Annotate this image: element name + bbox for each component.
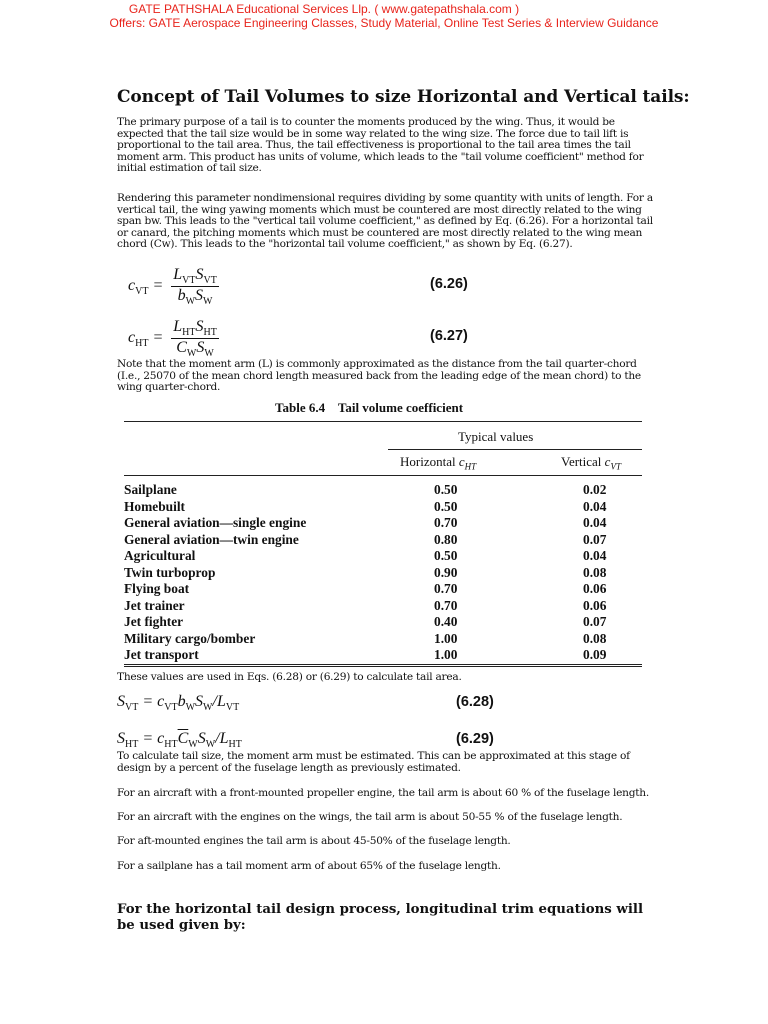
table-col-vertical: Vertical $c_{VT}$	[561, 454, 621, 472]
table-top-rule	[124, 421, 642, 422]
table-row: Sailplane 0.50 0.02	[124, 482, 607, 497]
paragraph-wing-engines: For an aircraft with the engines on the wings, the tail arm is about 50-55 % of the fuselage length.	[117, 811, 623, 823]
header-line-2: Offers: GATE Aerospace Engineering Classes, Study Material, Online Test Series & Interview Guidance	[109, 16, 659, 30]
table-row: Agricultural 0.50 0.04	[124, 548, 607, 563]
paragraph-aft-engines: For aft-mounted engines the tail arm is about 45-50% of the fuselage length.	[117, 835, 511, 847]
paragraph-sailplane: For a sailplane has a tail moment arm of about 65% of the fuselage length.	[117, 860, 501, 872]
paragraph-values-used: These values are used in Eqs. (6.28) or (6.29) to calculate tail area.	[117, 671, 462, 683]
table-row: Jet trainer 0.70 0.06	[124, 597, 607, 613]
table-header-rule	[124, 475, 642, 476]
paragraph-front-propeller: For an aircraft with a front-mounted propeller engine, the tail arm is about 60 % of the fuselage length.	[117, 787, 649, 799]
table-title: Table 6.4 Tail volume coefficient	[275, 400, 464, 415]
header-line-1: GATE PATHSHALA Educational Services Llp. ( www.gatepathshala.com )	[128, 2, 520, 16]
table-row: Flying boat 0.70 0.06	[124, 581, 607, 596]
table-row: General aviation—twin engine 0.80 0.07	[124, 531, 607, 547]
table-row: Military cargo/bomber 1.00 0.08	[124, 630, 607, 646]
paragraph-tail-purpose: The primary purpose of a tail is to counter the moments produced by the wing. Thus, it would be expected that the tail size would be in some way related to the wing size. The force due to tail lift is proportional to the tail area. Thus, the tail effectiveness is proportional to the tail area times the tail moment arm. This product has units of volume, which leads to the "tail volume coefficient" method for initial estimation of tail size.	[117, 116, 644, 175]
table-row: Homebuilt 0.50 0.04	[124, 498, 607, 514]
table-bottom-rule-double	[124, 666, 642, 667]
table-group-header: Typical values	[458, 429, 534, 444]
table-row: General aviation—single engine 0.70 0.04	[124, 515, 607, 530]
table-col-horizontal: Horizontal $c_{HT}$	[400, 454, 477, 472]
table-body	[124, 482, 642, 664]
equation-number-6-29: (6.29)	[456, 731, 494, 747]
paragraph-moment-arm-estimate: To calculate tail size, the moment arm must be estimated. This can be approximated at this stage of design by a percent of the fuselage length as previously estimated.	[117, 750, 630, 774]
paragraph-moment-arm: Note that the moment arm (L) is commonly approximated as the distance from the tail quarter-chord (I.e., 25070 of the mean chord length measured back from the leading edge of the mean chord) to the wing quarter-chord.	[117, 358, 641, 394]
table-row: Jet fighter 0.40 0.07	[124, 614, 607, 629]
equation-vertical-tail-volume: $c_{VT}$ = $\frac{L_{VT}S_{VT}}{b_WS_W}$	[128, 266, 217, 308]
paragraph-nondimensional: Rendering this parameter nondimensional requires dividing by some quantity with units of length. For a vertical tail, the wing yawing moments which must be countered are most directly related to the wing span bw. This leads to the "vertical tail volume coefficient," as defined by Eq. (6.26). For a horizontal tail or canard, the pitching moments which must be countered are most directly related to the wing mean chord (Cw). This leads to the "horizontal tail volume coefficient," as shown by Eq. (6.27).	[117, 192, 653, 251]
table-row: Jet transport 1.00 0.09	[124, 647, 607, 662]
equation-number-6-26: (6.26)	[430, 276, 468, 292]
equation-vertical-tail-area: $S_{VT} = c_{VT}b_WS_W/L_{VT}$	[117, 693, 240, 714]
equation-number-6-28: (6.28)	[456, 694, 494, 710]
equation-horizontal-tail-volume: $c_{HT}$ = $\frac{L_{HT}S_{HT}}{\overline{C}_WS_W}$	[128, 318, 217, 360]
equation-horizontal-tail-area: $S_{HT} = c_{HT}\overline{C}_WS_W/L_{HT}$	[117, 730, 242, 751]
equation-number-6-27: (6.27)	[430, 328, 468, 344]
table-row: Twin turboprop 0.90 0.08	[124, 564, 607, 580]
table-bottom-rule	[124, 664, 642, 665]
closing-heading: For the horizontal tail design process, longitudinal trim equations will be used given by:	[117, 902, 644, 933]
table-group-rule	[388, 449, 642, 450]
page-title: Concept of Tail Volumes to size Horizontal and Vertical tails:	[117, 87, 690, 107]
